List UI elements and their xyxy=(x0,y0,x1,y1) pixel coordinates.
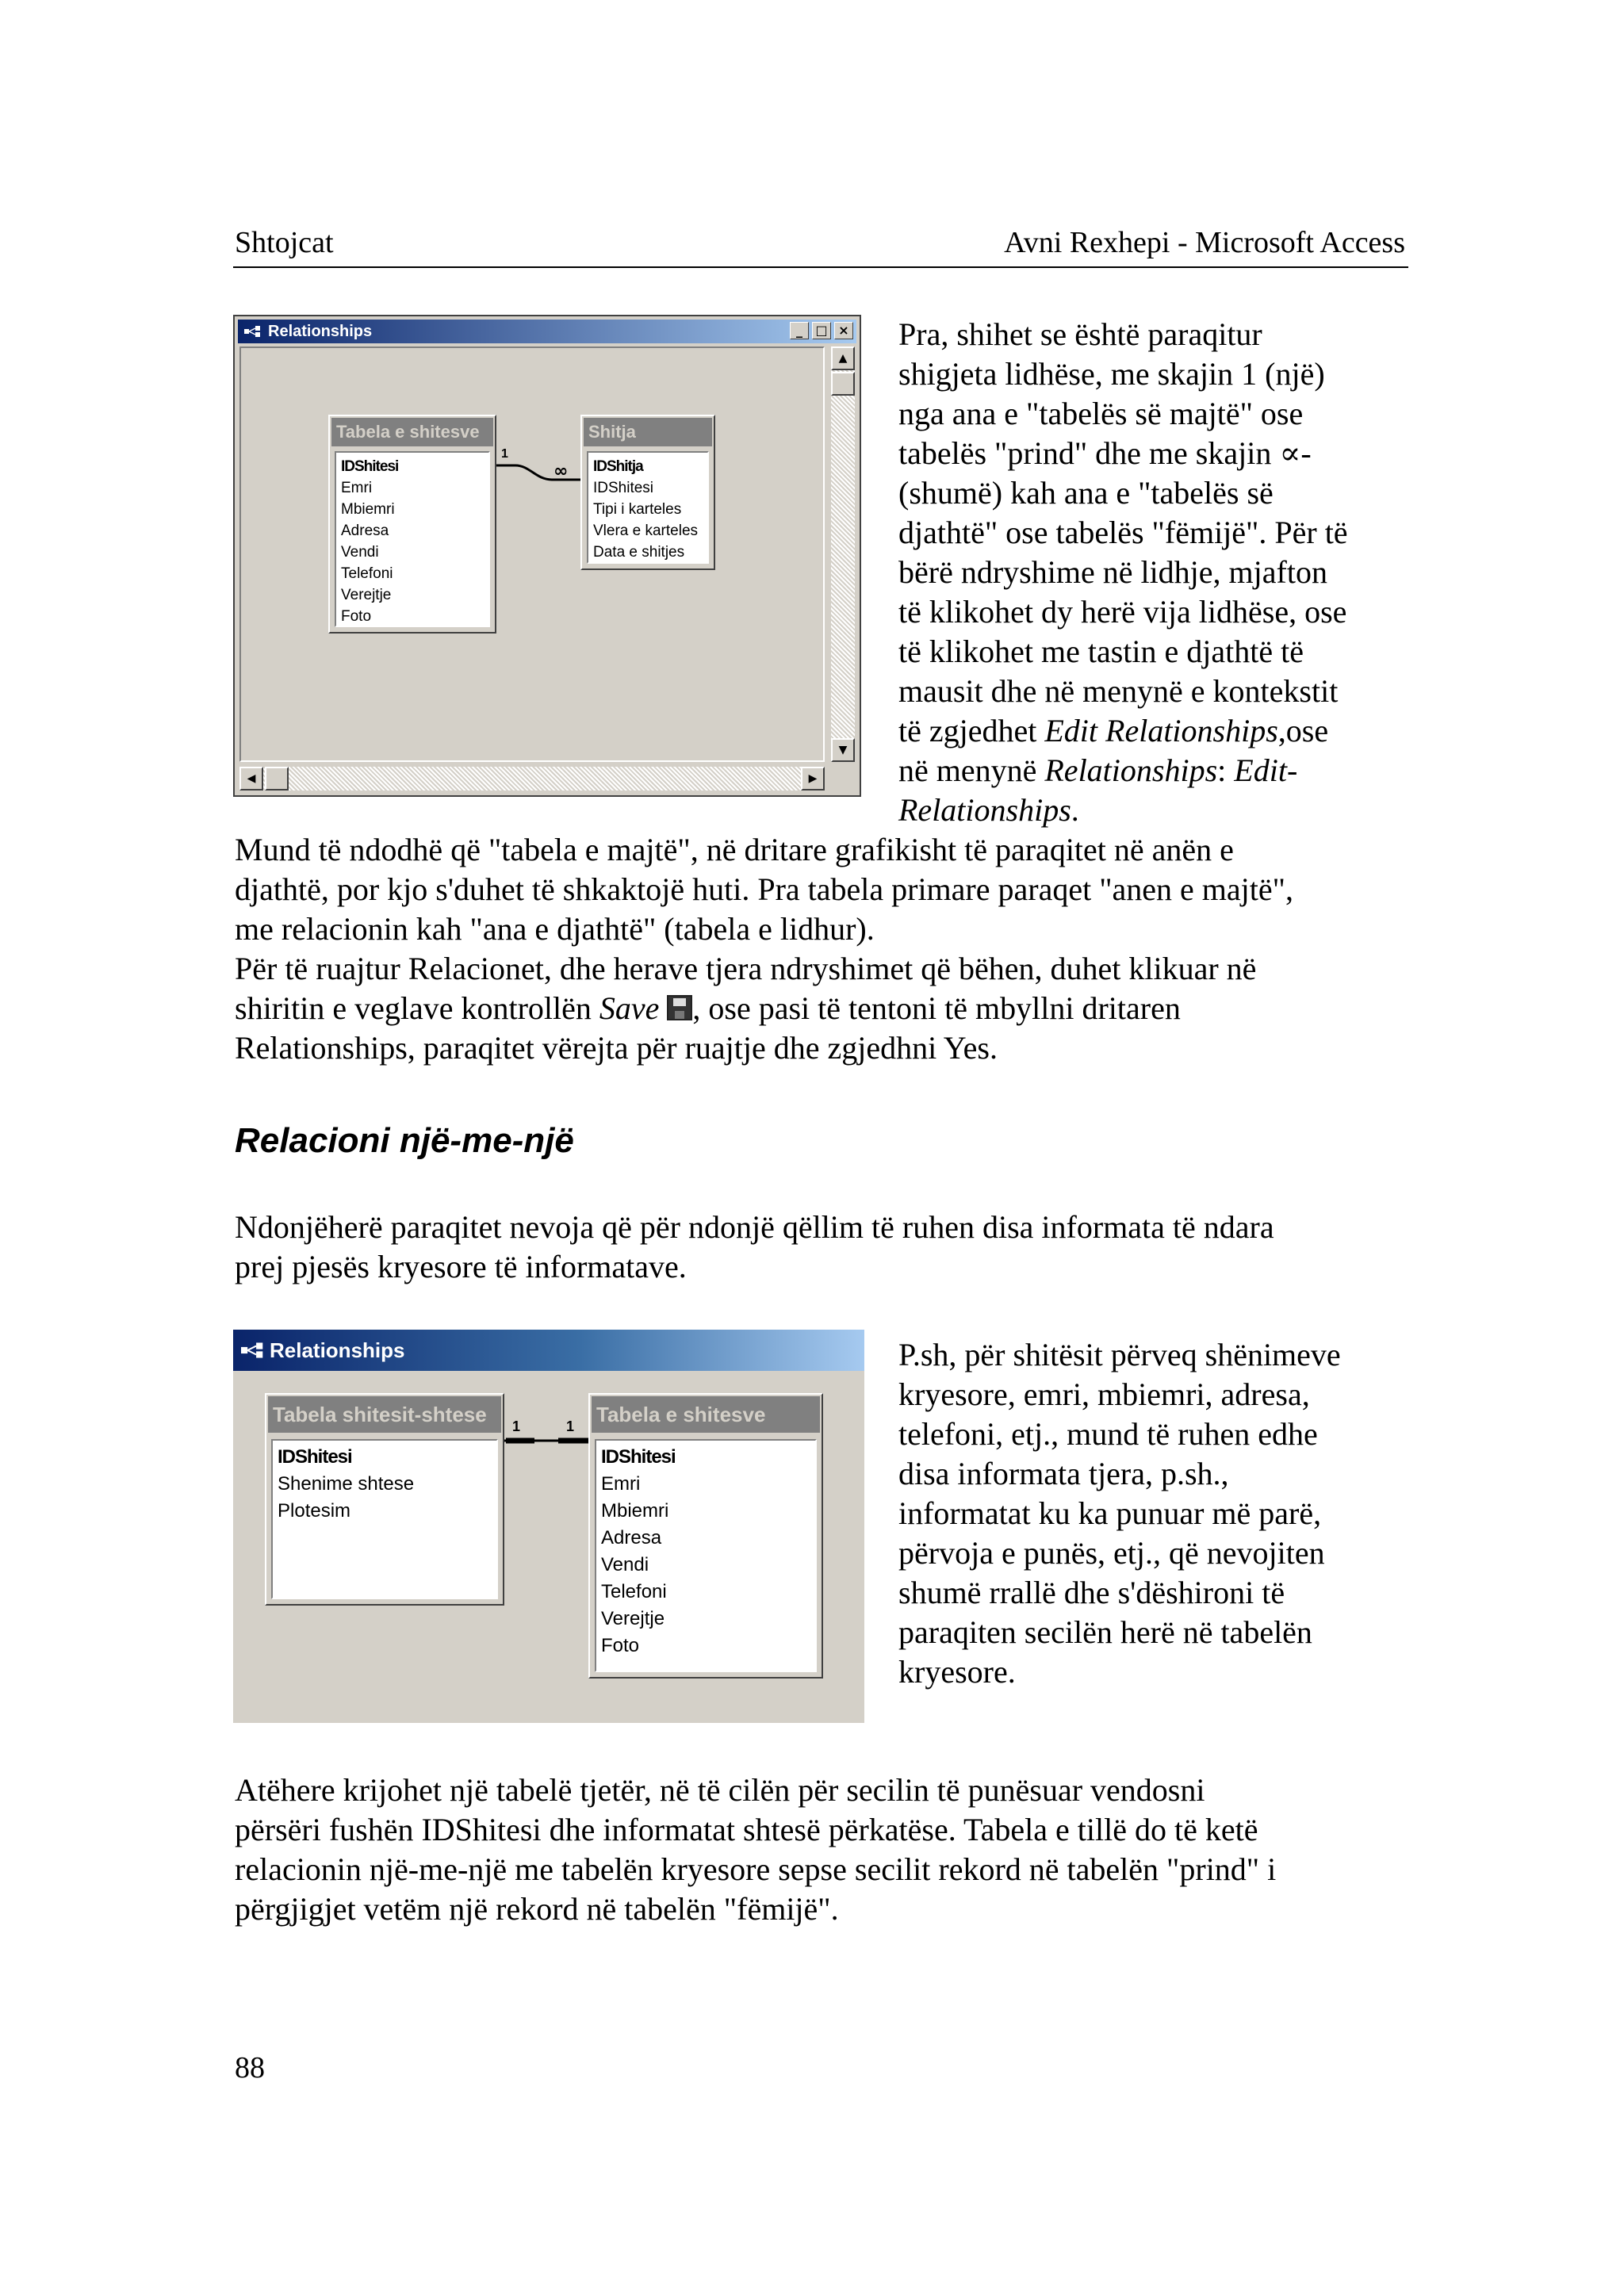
relationships-icon xyxy=(244,326,262,337)
scroll-thumb xyxy=(265,767,289,790)
running-header-section: Shtojcat xyxy=(235,226,334,259)
scroll-thumb xyxy=(831,372,855,396)
text-line: shigjeta lidhëse, me skajin 1 (një) xyxy=(898,356,1325,392)
field-item: IDShitja xyxy=(593,458,643,475)
table-box-shitesve xyxy=(588,1393,823,1679)
text-line xyxy=(898,751,1406,790)
field-item: Vendi xyxy=(601,1554,649,1575)
text-line: Ndonjëherë paraqitet nevoja që për ndonjë qëllim të ruhen disa informata të ndara xyxy=(235,1209,1274,1245)
table-title: Shitja xyxy=(584,418,712,446)
text-run: : xyxy=(1217,752,1235,788)
vertical-scrollbar xyxy=(831,346,855,762)
text-run: . xyxy=(1071,792,1079,828)
join-label-left: 1 xyxy=(512,1418,521,1434)
field-item: Vlera e karteles xyxy=(593,523,699,539)
text-line: Pra, shihet se është paraqitur xyxy=(898,316,1262,352)
text-line: tabelës "prind" dhe me skajin ∝- xyxy=(898,435,1312,471)
text-line: Relationships, paraqitet vërejta për ruajtje dhe zgjedhni Yes. xyxy=(235,1030,998,1066)
text-line: nga ana e "tabelës së majtë" ose xyxy=(898,396,1304,431)
text-line: përsëri fushën IDShitesi dhe informatat shtesë përkatëse. Tabela e tillë do të ketë xyxy=(235,1812,1258,1847)
text-run-italic: Edit Relationships xyxy=(1044,713,1278,748)
field-list xyxy=(595,1439,817,1672)
text-run-italic: Relationships xyxy=(898,792,1071,828)
text-line: Mund të ndodhë që "tabela e majtë", në dritare grafikisht të paraqitet në anën e xyxy=(235,832,1234,867)
relationships-canvas xyxy=(239,346,825,762)
table-box-shitja xyxy=(580,415,715,570)
text-line: përgjigjet vetëm një rekord në tabelën "fëmijë". xyxy=(235,1891,839,1927)
field-list xyxy=(271,1439,498,1599)
field-list xyxy=(587,451,709,564)
join-line-one-to-many xyxy=(495,443,584,483)
text-line: mausit dhe në menynë e kontekstit xyxy=(898,673,1339,709)
field-item: Adresa xyxy=(341,523,389,539)
text-line: bërë ndryshime në lidhje, mjafton xyxy=(898,554,1327,590)
text-run: ,ose xyxy=(1277,713,1329,748)
field-item: Emri xyxy=(601,1473,641,1495)
header-rule xyxy=(233,266,1408,268)
scroll-right-icon: ▶ xyxy=(801,767,825,790)
horizontal-scrollbar xyxy=(239,767,825,790)
text-line: kryesore, emri, mbiemri, adresa, xyxy=(898,1376,1310,1412)
save-icon xyxy=(667,995,692,1020)
table-title: Tabela shitesit-shtese xyxy=(268,1396,501,1433)
text-line: shumë rrallë dhe s'dëshironi të xyxy=(898,1575,1285,1610)
text-run-italic: Save xyxy=(599,990,660,1026)
window-titlebar xyxy=(233,1330,864,1371)
field-item: Telefoni xyxy=(601,1581,667,1602)
field-item: IDShitesi xyxy=(278,1446,352,1468)
field-item: Plotesim xyxy=(278,1500,351,1522)
field-item: Foto xyxy=(341,608,372,625)
field-item: Tipi i karteles xyxy=(593,501,682,518)
field-item: Verejtje xyxy=(341,587,392,603)
field-item: Shenime shtese xyxy=(278,1473,415,1495)
join-label-one: 1 xyxy=(501,447,508,461)
text-run-italic: Relationships xyxy=(1044,752,1218,788)
field-item: Mbiemri xyxy=(601,1500,669,1522)
field-item: Adresa xyxy=(601,1527,662,1548)
join-label-many: ∞ xyxy=(553,461,569,481)
field-item: IDShitesi xyxy=(593,480,654,496)
table-title: Tabela e shitesve xyxy=(331,418,493,446)
relationships-screenshot-2 xyxy=(233,1330,864,1723)
text-line: Atëhere krijohet një tabelë tjetër, në të cilën për secilin të punësuar vendosni xyxy=(235,1772,1205,1808)
paragraph-1 xyxy=(235,830,1408,949)
text-line: informatat ku ka punuar më parë, xyxy=(898,1495,1322,1531)
scroll-down-icon: ▼ xyxy=(831,738,855,762)
text-line: telefoni, etj., mund të ruhen edhe xyxy=(898,1416,1318,1452)
text-line: përvoja e punës, etj., që nevojiten xyxy=(898,1535,1325,1571)
text-line: disa informata tjera, p.sh., xyxy=(898,1456,1229,1491)
field-item: Vendi xyxy=(341,544,379,561)
text-line: paraqiten secilën herë në tabelën xyxy=(898,1614,1312,1650)
text-line: të klikohet dy herë vija lidhëse, ose xyxy=(898,594,1347,630)
table-title: Tabela e shitesve xyxy=(592,1396,820,1433)
scroll-up-icon: ▲ xyxy=(831,346,855,370)
text-line: relacionin një-me-një me tabelën kryesore sepse secilit rekord në tabelën "prind" i xyxy=(235,1851,1277,1887)
text-run: në menynë xyxy=(898,752,1045,788)
text-line: prej pjesës kryesore të informatave. xyxy=(235,1249,687,1284)
field-item: Emri xyxy=(341,480,373,496)
paragraph-4 xyxy=(235,1770,1408,1929)
field-item: Data e shitjes xyxy=(593,544,685,561)
paragraph-3 xyxy=(235,1208,1408,1287)
paragraph-2 xyxy=(235,949,1408,1068)
field-item: Mbiemri xyxy=(341,501,395,518)
relationships-screenshot-1 xyxy=(233,315,861,797)
close-icon: × xyxy=(834,322,853,339)
text-line xyxy=(898,790,1406,830)
side-paragraph-2 xyxy=(898,1335,1406,1692)
join-label-right: 1 xyxy=(566,1418,575,1434)
text-run-italic: Edit- xyxy=(1234,752,1298,788)
text-line: djathtë, por kjo s'duhet të shkaktojë huti. Pra tabela primare paraqet "anen e majtë", xyxy=(235,871,1293,907)
scroll-left-icon: ◀ xyxy=(239,767,263,790)
field-list xyxy=(335,451,490,627)
field-item: IDShitesi xyxy=(601,1446,676,1468)
text-run: shiritin e veglave kontrollën xyxy=(235,990,599,1026)
table-box-shitesit-shtese xyxy=(265,1393,504,1606)
text-line: të klikohet me tastin e djathtë të xyxy=(898,634,1304,669)
window-title: Relationships xyxy=(270,1338,405,1362)
text-line: Për të ruajtur Relacionet, dhe herave tjera ndryshimet që bëhen, duhet klikuar në xyxy=(235,951,1257,986)
text-run: të zgjedhet xyxy=(898,713,1045,748)
field-item: Foto xyxy=(601,1635,640,1656)
text-line: me relacionin kah "ana e djathtë" (tabela e lidhur). xyxy=(235,911,875,947)
text-line xyxy=(235,989,1408,1028)
window-titlebar xyxy=(238,320,856,343)
text-line: (shumë) kah ana e "tabelës së xyxy=(898,475,1274,511)
text-run: , ose pasi të tentoni të mbyllni dritaren xyxy=(692,990,1181,1026)
join-line-one-to-one xyxy=(503,1417,592,1449)
field-item: Verejtje xyxy=(601,1608,665,1629)
maximize-icon: □ xyxy=(812,322,831,339)
text-line: kryesore. xyxy=(898,1654,1016,1690)
text-line: P.sh, për shitësit përveq shënimeve xyxy=(898,1337,1341,1372)
page-number: 88 xyxy=(235,2051,265,2084)
text-line: djathtë" ose tabelës "fëmijë". Për të xyxy=(898,515,1348,550)
side-paragraph-1 xyxy=(898,315,1406,830)
relationships-icon xyxy=(241,1342,265,1358)
text-line xyxy=(898,711,1406,751)
table-box-shitesve xyxy=(328,415,496,634)
running-header-title: Avni Rexhepi - Microsoft Access xyxy=(1004,226,1405,259)
window-title: Relationships xyxy=(268,323,373,340)
field-item: IDShitesi xyxy=(341,458,399,475)
field-item: Telefoni xyxy=(341,565,393,582)
section-heading: Relacioni një-me-një xyxy=(235,1121,574,1160)
minimize-icon: _ xyxy=(790,322,809,339)
